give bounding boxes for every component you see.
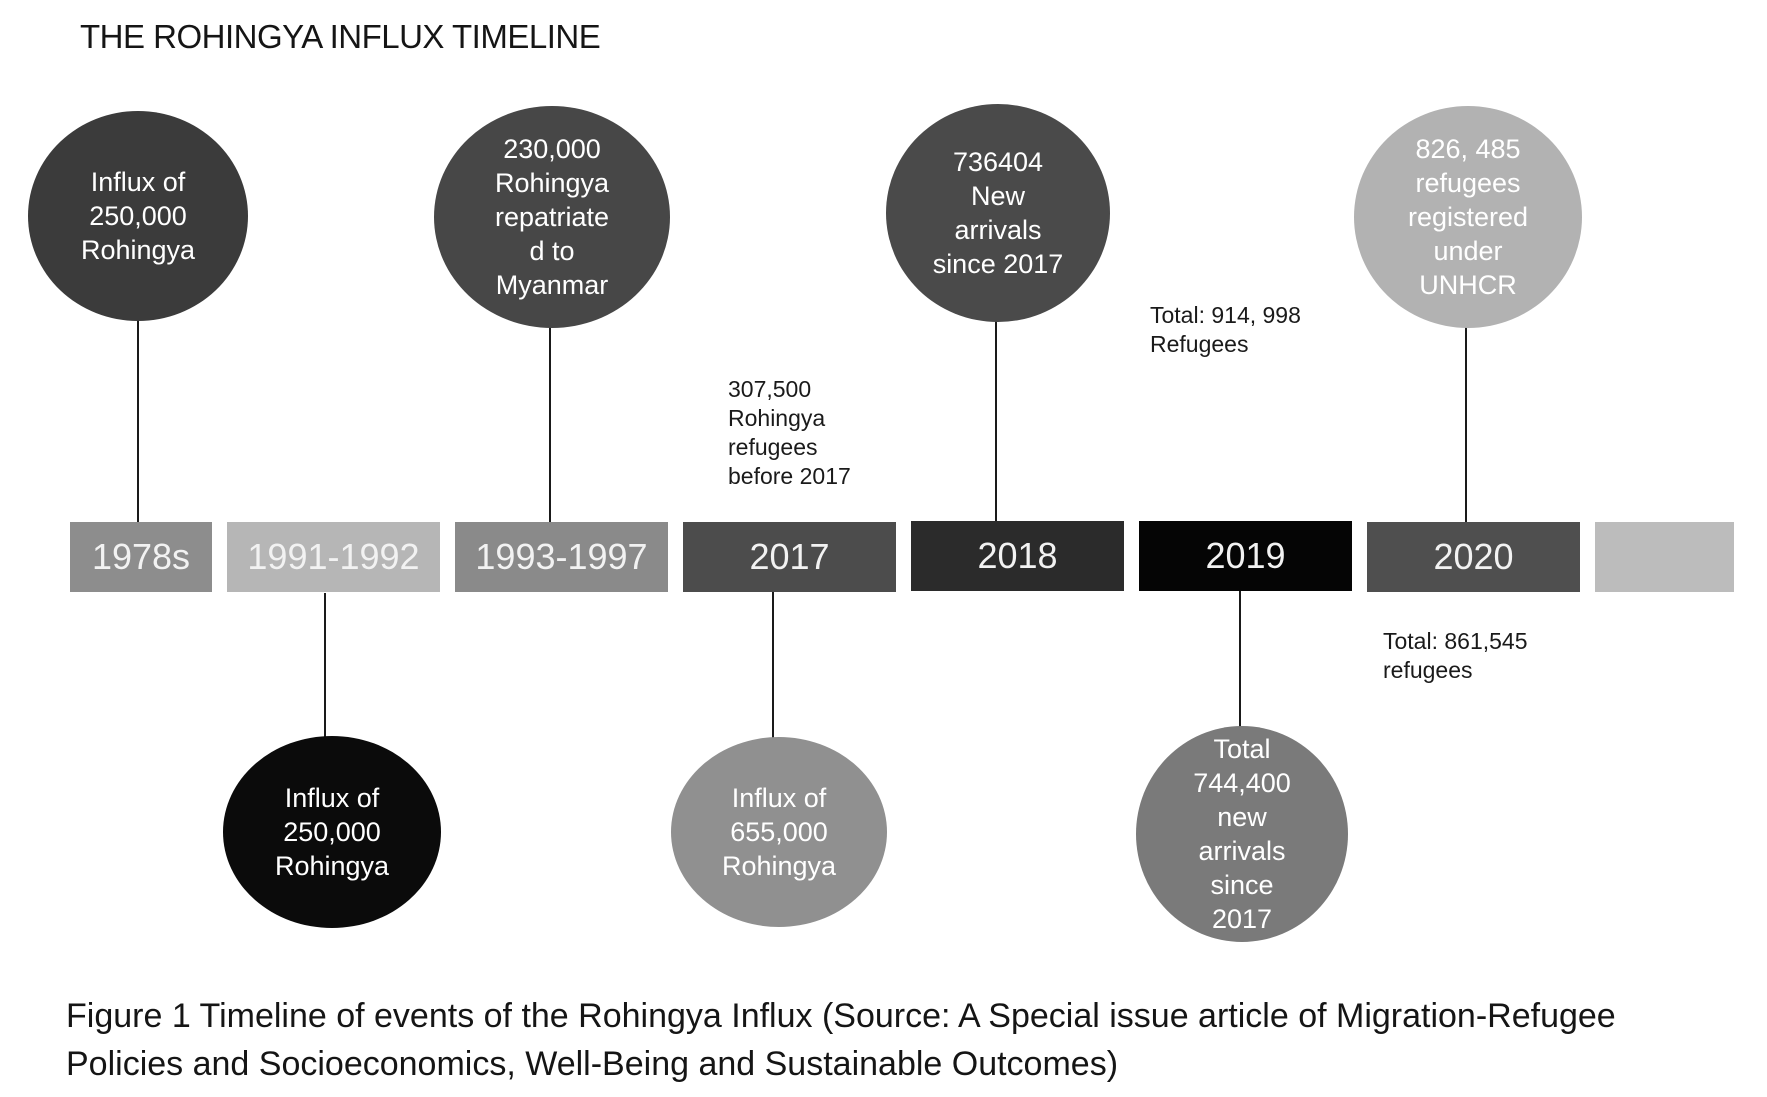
connector-2018 [995,320,997,525]
year-1993-1997: 1993-1997 [455,522,668,592]
event-circle-2017 [671,737,887,927]
event-text-1978: Influx of 250,000 Rohingya [80,167,196,265]
connector-1993 [549,325,551,525]
event-circle-1993 [434,106,670,328]
year-blank [1595,522,1734,592]
event-circle-2019 [1136,726,1348,942]
year-2018: 2018 [911,521,1124,591]
year-2017: 2017 [683,522,896,592]
figure-title: THE ROHINGYA INFLUX TIMELINE [80,18,601,55]
note-total-2019: Total: 914, 998 Refugees [1150,302,1301,357]
event-text-2020: 826, 485 refugees registered under UNHCR [1407,134,1529,300]
event-text-2017: Influx of 655,000 Rohingya [721,783,837,881]
event-text-1993: 230,000 Rohingya repatriate d to Myanmar [494,134,610,300]
year-1978s: 1978s [70,522,212,592]
connector-1978 [137,320,139,525]
event-text-2018: 736404 New arrivals since 2017 [932,147,1064,279]
year-2019: 2019 [1139,521,1352,591]
year-1991-1992: 1991-1992 [227,522,440,592]
event-circle-1978 [28,111,248,321]
event-circle-2020 [1354,106,1582,328]
year-2020: 2020 [1367,522,1580,592]
note-before-2017: 307,500 Rohingya refugees before 2017 [728,376,851,489]
event-circle-2018 [886,104,1110,322]
event-text-1991: Influx of 250,000 Rohingya [274,783,390,881]
connector-1991 [324,593,326,738]
note-total-2020: Total: 861,545 refugees [1383,628,1528,683]
figure-caption: Figure 1 Timeline of events of the Rohingya Influx (Source: A Special issue article of Migration-Refugee Policies and Socioeconomics, Well-Being and Sustainable Outcomes) [66,997,1616,1083]
event-circle-1991 [223,736,441,928]
event-text-2019: Total 744,400 new arrivals since 2017 [1193,734,1291,934]
connector-2020 [1465,325,1467,525]
